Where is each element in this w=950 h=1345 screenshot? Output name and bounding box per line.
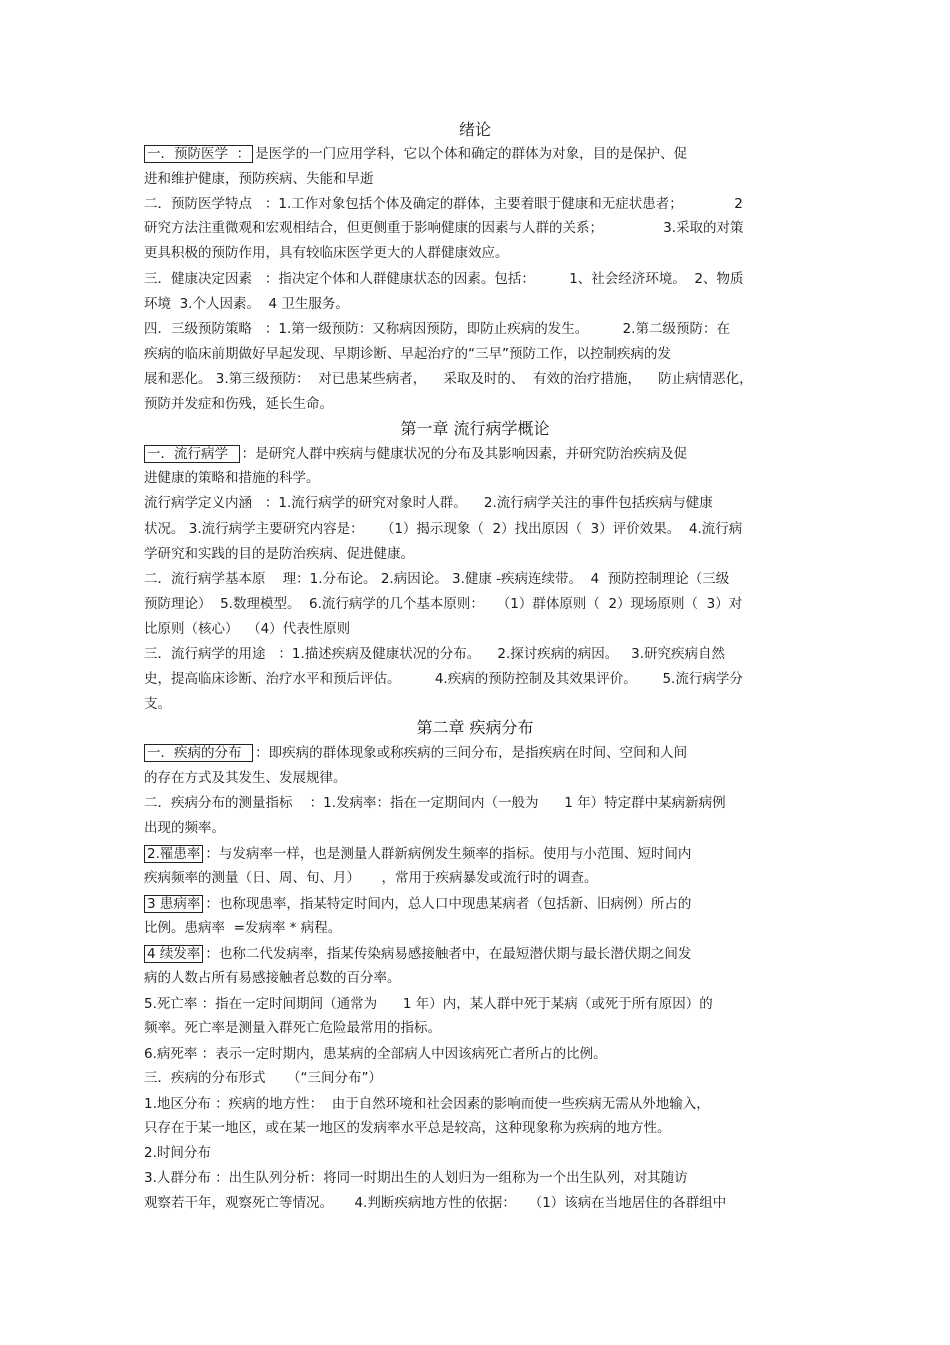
text-line bbox=[144, 845, 691, 863]
text-line bbox=[144, 945, 691, 963]
text-span: ：也称现患率，指某特定时间内，总人口中现患某病者（包括新、旧病例）所占的 bbox=[205, 896, 692, 912]
term-box: 4 续发率 bbox=[144, 945, 203, 963]
text-line: 二．流行病学基本原 理：1.分布论。 2.病因论。 3.健康 -疾病连续带。 4 预防控制理论（三级 bbox=[144, 571, 730, 587]
text-line: 只存在于某一地区，或在某一地区的发病率水平总是较高，这种现象称为疾病的地方性。 bbox=[144, 1120, 671, 1136]
text-line: 进健康的策略和措施的科学。 bbox=[144, 470, 320, 486]
text-line: 比例。患病率 =发病率 * 病程。 bbox=[144, 920, 342, 936]
text-line: 三．疾病的分布形式 （“三间分布”） bbox=[144, 1070, 382, 1086]
text-line: 5.死亡率 ：指在一定时间期间（通常为 1 年）内，某人群中死于某病（或死于所有原因）的 bbox=[144, 996, 713, 1012]
section-title-ch1: 第一章 流行病学概论 bbox=[400, 419, 550, 438]
text-line: 预防理论） 5.数理模型。 6.流行病学的几个基本原则： （1）群体原则（ 2）现场原则（ 3）对 bbox=[144, 596, 743, 612]
text-line: 进和维护健康，预防疾病、失能和早逝 bbox=[144, 171, 374, 187]
text-line: 三．流行病学的用途 ：1.描述疾病及健康状况的分布。 2.探讨疾病的病因。 3.研究疾病自然 bbox=[144, 646, 726, 662]
text-line: 预防并发症和伤残，延长生命。 bbox=[144, 396, 333, 412]
text-span: ：也称二代发病率，指某传染病易感接触者中，在最短潜伏期与最长潜伏期之间发 bbox=[205, 946, 692, 962]
text-line: 频率。死亡率是测量入群死亡危险最常用的指标。 bbox=[144, 1020, 441, 1036]
text-line: 更具积极的预防作用，具有较临床医学更大的人群健康效应。 bbox=[144, 245, 509, 261]
term-box: 3 患病率 bbox=[144, 895, 203, 913]
text-line: 疾病的临床前期做好早起发现、早期诊断、早起治疗的“三早”预防工作，以控制疾病的发 bbox=[144, 346, 671, 362]
text-line: 研究方法注重微观和宏观相结合，但更侧重于影响健康的因素与人群的关系； 3.采取的对策 bbox=[144, 220, 744, 236]
section-title-intro: 绪论 bbox=[458, 120, 491, 139]
text-span: ：即疾病的群体现象或称疾病的三间分布，是指疾病在时间、空间和人间 bbox=[255, 745, 688, 761]
text-line: 学研究和实践的目的是防治疾病、促进健康。 bbox=[144, 546, 414, 562]
text-span: ：是研究人群中疾病与健康状况的分布及其影响因素，并研究防治疾病及促 bbox=[241, 446, 688, 462]
text-line: 状况。 3.流行病学主要研究内容是： （1）揭示现象（ 2）找出原因（ 3）评价效果。 4.流行病 bbox=[144, 521, 743, 537]
text-line bbox=[144, 445, 687, 463]
term-box: 一．流行病学 bbox=[144, 445, 240, 463]
text-line: 观察若干年，观察死亡等情况。 4.判断疾病地方性的依据： （1）该病在当地居住的各群组中 bbox=[144, 1195, 727, 1211]
text-line: 环境 3.个人因素。 4 卫生服务。 bbox=[144, 296, 349, 312]
text-line: 支。 bbox=[144, 696, 171, 712]
text-line bbox=[144, 145, 687, 163]
text-line: 比原则（核心） （4）代表性原则 bbox=[144, 621, 351, 637]
section-title-ch2: 第二章 疾病分布 bbox=[416, 718, 534, 737]
text-line: 2.时间分布 bbox=[144, 1145, 211, 1161]
term-box: 一．疾病的分布 bbox=[144, 744, 253, 762]
text-line: 三．健康决定因素 ：指决定个体和人群健康状态的因素。包括： 1、社会经济环境。 2、物质 bbox=[144, 271, 744, 287]
text-line: 出现的频率。 bbox=[144, 820, 225, 836]
text-line: 的存在方式及其发生、发展规律。 bbox=[144, 770, 347, 786]
text-line: 疾病频率的测量（日、周、旬、月） ，常用于疾病暴发或流行时的调查。 bbox=[144, 870, 598, 886]
text-span: 是医学的一门应用学科，它以个体和确定的群体为对象，目的是保护、促 bbox=[255, 146, 688, 162]
text-line: 3.人群分布 ：出生队列分析：将同一时期出生的人划归为一组称为一个出生队列，对其随访 bbox=[144, 1170, 688, 1186]
text-line: 二．预防医学特点 ：1.工作对象包括个体及确定的群体，主要着眼于健康和无症状患者； 2 bbox=[144, 196, 743, 212]
text-line: 展和恶化。 3.第三级预防： 对已患某些病者， 采取及时的、 有效的治疗措施， 防止病情恶化， bbox=[144, 371, 753, 387]
term-box: 2.罹患率 bbox=[144, 845, 203, 863]
text-line: 1.地区分布 ：疾病的地方性： 由于自然环境和社会因素的影响而使一些疾病无需从外地输入， bbox=[144, 1096, 710, 1112]
text-line: 二．疾病分布的测量指标 ：1.发病率：指在一定期间内（一般为 1 年）特定群中某病新病例 bbox=[144, 795, 726, 811]
text-line bbox=[144, 744, 687, 762]
text-line bbox=[144, 895, 691, 913]
term-box: 一．预防医学 ： bbox=[144, 145, 253, 163]
text-line: 流行病学定义内涵 ：1.流行病学的研究对象时人群。 2.流行病学关注的事件包括疾病与健康 bbox=[144, 495, 713, 511]
text-span: ：与发病率一样，也是测量人群新病例发生频率的指标。使用与小范围、短时间内 bbox=[205, 846, 692, 862]
text-line: 6.病死率 ：表示一定时期内，患某病的全部病人中因该病死亡者所占的比例。 bbox=[144, 1046, 607, 1062]
text-line: 病的人数占所有易感接触者总数的百分率。 bbox=[144, 970, 401, 986]
text-line: 史，提高临床诊断、治疗水平和预后评估。 4.疾病的预防控制及其效果评价。 5.流行病学分 bbox=[144, 671, 743, 687]
text-line: 四．三级预防策略 ：1.第一级预防：又称病因预防，即防止疾病的发生。 2.第二级预防：在 bbox=[144, 321, 730, 337]
